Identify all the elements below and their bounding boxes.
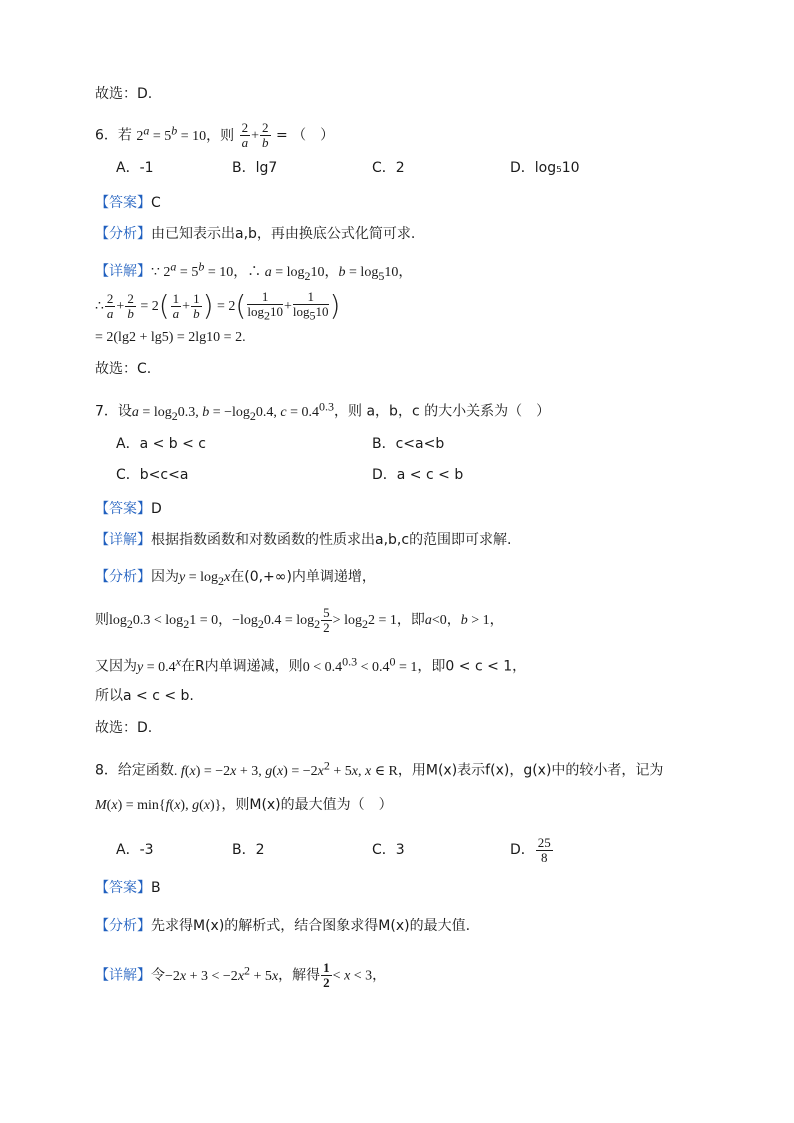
q7-prefix: 设 <box>117 403 132 420</box>
q7-option-b: B．c<a<b <box>372 436 445 452</box>
q6-number: 6． <box>95 127 118 144</box>
q8-detail-tag: 【详解】 <box>95 967 151 984</box>
q7-option-c: C．b<c<a <box>116 467 189 483</box>
q8-stem-line1: 8．给定函数. f(x) = −2x + 3, $g(x) = -2x^2 + 5x$, x ∈ R，用M(x)表示f(x)，g(x)中的较小者，记为 <box>95 758 664 779</box>
q8-line1-a: 给定函数 <box>117 762 174 779</box>
q6-analysis-tag: 【分析】 <box>95 226 151 242</box>
q7-option-a: A．a < b < c <box>116 436 207 452</box>
q7-stem: 7．设$a = \log_20.3$, $b = -\log_20.4$, $c = 0.4^{0.3}$，则 a，b，c 的大小关系为（ ） <box>95 399 551 423</box>
q8-line2-b: ，则M(x)的最大值为（ ） <box>221 797 393 813</box>
q8-analysis-tag: 【分析】 <box>95 918 151 934</box>
q7-analysis-a: 因为 <box>151 569 179 585</box>
q6-derivation: ∴ $\frac{2}{a}$ + $\frac{2}{b}$ = 2( $\frac{1}{a}$ + $\frac{1}{b}$ ) = 2( $\frac{1}{\log_210}$ + $\frac{1}{\log_510}$ ) <box>95 288 341 323</box>
q7-step3-b: 在R内单调递减，则 <box>180 658 303 675</box>
q6-conclusion: 故选：C. <box>95 361 152 377</box>
q6-answer-prompt: = （ ） <box>276 127 335 144</box>
q6-answer-value: C <box>151 195 161 211</box>
q6-frac-a: $\frac{2}{a}$ <box>241 120 249 151</box>
q7-step3-a: 又因为 <box>95 658 137 675</box>
q6-detail-tag: 【详解】 <box>95 263 151 280</box>
q8-option-b: B．2 <box>232 842 265 858</box>
q6-analysis-text: 由已知表示出a,b，再由换底公式化简可求. <box>151 226 416 242</box>
q6-option-c: C．2 <box>372 160 405 176</box>
q7-option-d: D．a < c < b <box>372 467 464 483</box>
q6-formula: $2^a = 5^b = 10$，则 <box>136 123 235 144</box>
q7-suffix: ，则 a，b，c 的大小关系为（ ） <box>334 403 551 420</box>
q7-analysis-b: 在(0,+∞)内单调递增， <box>230 569 376 585</box>
q8-number: 8． <box>95 762 118 779</box>
q6-derivation-result: = 2(lg2 + lg5) = 2lg10 = 2. <box>95 330 246 345</box>
q7-answer-value: D <box>151 501 162 517</box>
q8-detail-a: 令 <box>151 967 165 984</box>
q6-stem: 6．若 $2^a = 5^b = 10$，则 $\frac{2}{a}$ + $\frac{2}{b}$ = （ ） <box>95 120 335 151</box>
q7-analysis-tag: 【分析】 <box>95 569 151 585</box>
q6-prefix: 若 <box>117 127 132 144</box>
q6-option-b: B．lg7 <box>232 160 278 176</box>
q8-analysis <box>95 916 470 936</box>
q7-analysis: 【分析】因为$y = \log_2x$在(0,+∞)内单调递增， <box>95 569 376 588</box>
q8-line1-b: ，用M(x)表示f(x)，g(x)中的较小者，记为 <box>397 762 664 779</box>
q7-conclusion: 故选：D. <box>95 720 153 736</box>
q6-detail: 【详解】∵ $2^a = 5^b = 10$，∴ $a = \log_210$，$b = \log_510$， <box>95 259 413 283</box>
q7-detail-tag: 【详解】 <box>95 532 151 548</box>
q6-answer <box>95 193 161 213</box>
q8-option-a: A．-3 <box>116 842 154 858</box>
q8-answer-value: B <box>151 880 161 896</box>
q8-detail: 【详解】令$-2x + 3 < -2x^2 + 5x$，解得 $\frac{1}{2}$ < x < 3， <box>95 960 387 991</box>
q8-option-d-num: 25 <box>537 834 551 850</box>
q8-option-d <box>510 832 554 868</box>
q7-detail-text: 根据指数函数和对数函数的性质求出a,b,c的范围即可求解. <box>151 532 512 548</box>
q7-step3-c: ，即0 < c < 1， <box>417 658 527 675</box>
q6-analysis <box>95 224 415 244</box>
q7-step4: 所以a < c < b. <box>95 688 194 704</box>
q6-option-d: D．log₅10 <box>510 160 580 176</box>
q8-option-d-label: D． <box>510 842 535 858</box>
q8-analysis-text: 先求得M(x)的解析式，结合图象求得M(x)的最大值. <box>151 918 471 934</box>
q6-answer-tag: 【答案】 <box>95 195 151 211</box>
prev-conclusion: 故选：D. <box>95 86 153 102</box>
q7-number: 7． <box>95 403 118 420</box>
q8-stem-line2: M(x) = min{f(x), g(x)}，则M(x)的最大值为（ ） <box>95 797 393 813</box>
q8-answer <box>95 878 161 898</box>
q6-frac-b: $\frac{2}{b}$ <box>262 120 269 151</box>
q7-answer <box>95 499 162 519</box>
q8-detail-b: ，解得 <box>278 967 321 984</box>
q7-step2: 则$\log_20.3 < \log_21 = 0$，$-\log_20.4 = \log_2$ $\frac{5}{2}$ > $\log_22 = 1$，即a<0，b > 1， <box>95 604 504 635</box>
q7-detail <box>95 530 512 550</box>
q6-option-a: A．-1 <box>116 160 154 176</box>
q8-option-c: C．3 <box>372 842 405 858</box>
q7-step2-prefix: 则 <box>95 612 109 628</box>
q7-answer-tag: 【答案】 <box>95 501 151 517</box>
q7-step3: 又因为$y = 0.4^x$在R内单调递减，则$0 < 0.4^{0.3} < 0.4^0 = 1$，即0 < c < 1， <box>95 654 527 675</box>
q8-answer-tag: 【答案】 <box>95 880 151 896</box>
q8-option-d-den: 8 <box>541 849 548 865</box>
